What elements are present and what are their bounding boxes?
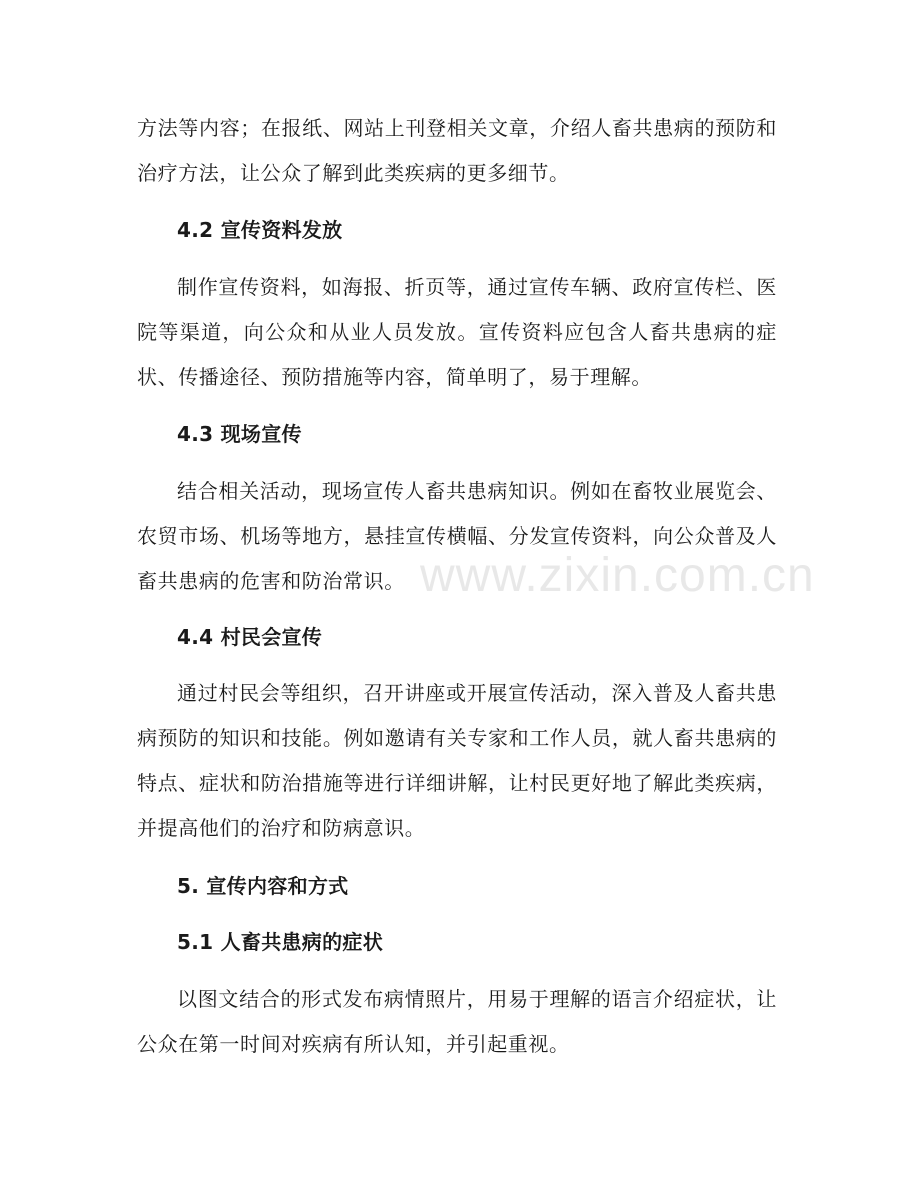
paragraph-5-1: 以图文结合的形式发布病情照片，用易于理解的语言介绍症状，让公众在第一时间对疾病有所认知，并引起重视。	[137, 987, 777, 1056]
paragraph-4-4: 通过村民会等组织，召开讲座或开展宣传活动，深入普及人畜共患病预防的知识和技能。例如邀请有关专家和工作人员，就人畜共患病的特点、症状和防治措施等进行详细讲解，让村民更好地了解此类疾病，并提高他们的治疗和防病意识。	[137, 681, 777, 840]
paragraph-4-2: 制作宣传资料，如海报、折页等，通过宣传车辆、政府宣传栏、医院等渠道，向公众和从业人员发放。宣传资料应包含人畜共患病的症状、传播途径、预防措施等内容，简单明了，易于理解。	[137, 275, 777, 389]
heading-4-4: 4.4 村民会宣传	[177, 625, 323, 649]
watermark: www.zixin.com.cn	[420, 549, 815, 602]
paragraph-continued: 方法等内容；在报纸、网站上刊登相关文章，介绍人畜共患病的预防和治疗方法，让公众了解到此类疾病的更多细节。	[137, 116, 777, 185]
heading-5-1: 5.1 人畜共患病的症状	[177, 930, 383, 954]
heading-5: 5. 宣传内容和方式	[177, 874, 349, 898]
heading-4-3: 4.3 现场宣传	[177, 422, 302, 446]
paragraph-4-3: 结合相关活动，现场宣传人畜共患病知识。例如在畜牧业展览会、农贸市场、机场等地方，悬挂宣传横幅、分发宣传资料，向公众普及人畜共患病的危害和防治常识。	[137, 479, 777, 593]
document-body	[137, 106, 777, 1067]
heading-4-2: 4.2 宣传资料发放	[177, 218, 343, 242]
